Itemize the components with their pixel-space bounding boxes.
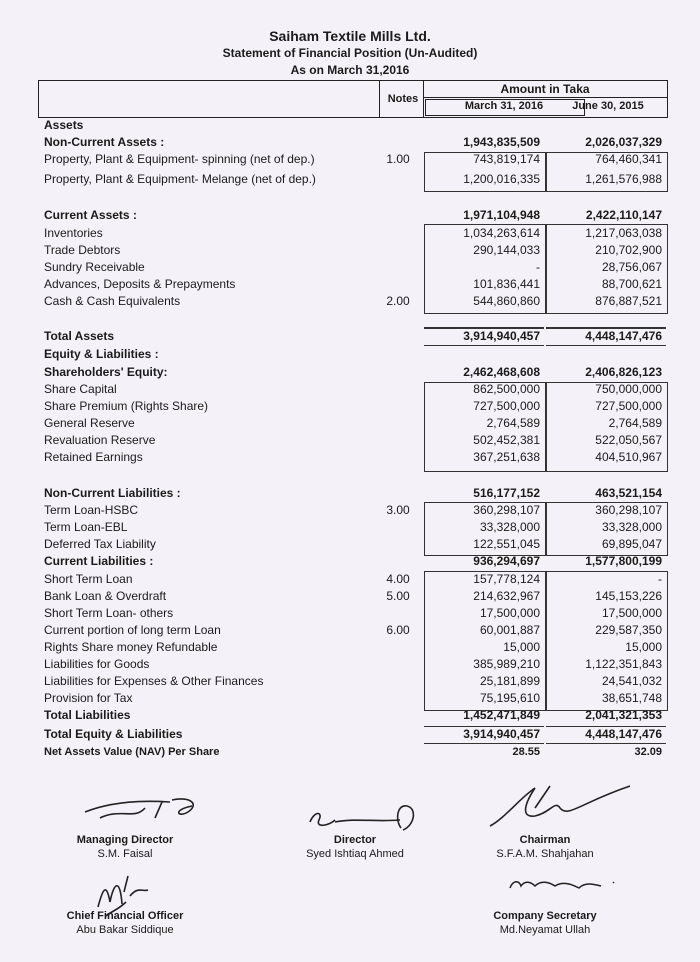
row-label: Revaluation Reserve xyxy=(44,433,156,447)
notes-header: Notes xyxy=(387,93,419,105)
table-row xyxy=(0,486,700,503)
row-value-march-2016: 75,195,610 xyxy=(479,691,540,705)
row-label: Deferred Tax Liability xyxy=(44,537,156,551)
row-label: Total Equity & Liabilities xyxy=(44,727,183,741)
row-note: 4.00 xyxy=(386,572,410,586)
table-header xyxy=(38,80,668,118)
row-value-march-2016: 28.55 xyxy=(512,746,540,758)
box-ca-c2 xyxy=(546,224,668,314)
row-label: Shareholders' Equity: xyxy=(44,365,168,379)
table-row xyxy=(0,135,700,152)
table-row xyxy=(0,746,700,763)
row-value-march-2016: 25,181,899 xyxy=(479,674,540,688)
row-label: Short Term Loan- others xyxy=(44,606,174,620)
chairman-signature xyxy=(480,778,640,833)
cfo-title: Chief Financial Officer xyxy=(66,910,184,922)
company-name: Saiham Textile Mills Ltd. xyxy=(269,28,431,44)
row-value-march-2016: 502,452,381 xyxy=(473,433,540,447)
row-value-march-2016: 1,943,835,509 xyxy=(463,135,540,149)
box-eq-c1 xyxy=(424,382,546,472)
box-cl-c1 xyxy=(424,571,546,711)
row-value-june-2015: 28,756,067 xyxy=(601,260,662,274)
row-label: Liabilities for Expenses & Other Finances xyxy=(44,674,264,688)
row-label: Equity & Liabilities : xyxy=(44,347,159,361)
row-label: Assets xyxy=(44,118,84,132)
row-value-march-2016: 101,836,441 xyxy=(473,277,540,291)
md-title: Managing Director xyxy=(76,834,174,846)
row-value-march-2016: - xyxy=(536,260,540,274)
row-label: Property, Plant & Equipment- spinning (net of dep.) xyxy=(44,152,315,166)
table-row xyxy=(0,347,700,364)
row-value-june-2015: 2,764,589 xyxy=(608,416,662,430)
row-value-june-2015: - xyxy=(658,572,662,586)
row-note: 2.00 xyxy=(386,294,410,308)
table-row xyxy=(0,118,700,135)
secretary-name: Md.Neyamat Ullah xyxy=(499,924,591,936)
box-cl-c2 xyxy=(546,571,668,711)
row-value-june-2015: 2,041,321,353 xyxy=(585,708,662,722)
row-value-june-2015: 522,050,567 xyxy=(595,433,662,447)
row-label: Share Premium (Rights Share) xyxy=(44,399,209,413)
row-label: Inventories xyxy=(44,226,103,240)
chairman-title: Chairman xyxy=(519,834,571,846)
row-label: Term Loan-EBL xyxy=(44,520,128,534)
box-nca-c2 xyxy=(546,152,668,192)
row-value-march-2016: 3,914,940,457 xyxy=(463,329,540,343)
row-label: Liabilities for Goods xyxy=(44,657,150,671)
box-nca-c1 xyxy=(424,152,546,192)
director-title: Director xyxy=(333,834,377,846)
box-ncl-c1 xyxy=(424,502,546,556)
row-value-march-2016: 290,144,033 xyxy=(473,243,540,257)
row-note: 6.00 xyxy=(386,623,410,637)
row-value-march-2016: 516,177,152 xyxy=(473,486,540,500)
row-value-march-2016: 3,914,940,457 xyxy=(463,727,540,741)
row-value-june-2015: 17,500,000 xyxy=(601,606,662,620)
row-value-march-2016: 1,452,471,849 xyxy=(463,708,540,722)
row-label: Advances, Deposits & Prepayments xyxy=(44,277,236,291)
statement-title: Statement of Financial Position (Un-Audited) xyxy=(222,46,478,60)
table-row xyxy=(0,365,700,382)
row-value-june-2015: 32.09 xyxy=(634,746,662,758)
row-label: Rights Share money Refundable xyxy=(44,640,218,654)
row-label: General Reserve xyxy=(44,416,135,430)
row-label: Trade Debtors xyxy=(44,243,121,257)
secretary-title: Company Secretary xyxy=(493,910,597,922)
row-value-june-2015: 33,328,000 xyxy=(601,520,662,534)
cfo-name: Abu Bakar Siddique xyxy=(76,924,174,936)
row-value-june-2015: 1,261,576,988 xyxy=(585,172,662,186)
row-value-june-2015: 4,448,147,476 xyxy=(585,329,662,343)
row-label: Property, Plant & Equipment- Melange (net of dep.) xyxy=(44,172,316,186)
row-label: Current Assets : xyxy=(44,208,137,222)
row-label: Provision for Tax xyxy=(44,691,133,705)
row-value-june-2015: 4,448,147,476 xyxy=(585,727,662,741)
row-value-june-2015: 88,700,621 xyxy=(601,277,662,291)
row-label: Sundry Receivable xyxy=(44,260,145,274)
row-value-march-2016: 743,819,174 xyxy=(473,152,540,166)
row-value-march-2016: 122,551,045 xyxy=(473,537,540,551)
row-value-june-2015: 229,587,350 xyxy=(595,623,662,637)
row-label: Non-Current Liabilities : xyxy=(44,486,181,500)
row-value-march-2016: 385,989,210 xyxy=(473,657,540,671)
row-value-june-2015: 463,521,154 xyxy=(595,486,662,500)
row-label: Total Assets xyxy=(44,329,115,343)
row-label: Bank Loan & Overdraft xyxy=(44,589,167,603)
row-note: 5.00 xyxy=(386,589,410,603)
chairman-name: S.F.A.M. Shahjahan xyxy=(496,848,594,860)
col-header-june-2015: June 30, 2015 xyxy=(572,100,644,112)
director-name: Syed Ishtiaq Ahmed xyxy=(306,848,404,860)
row-value-march-2016: 1,034,263,614 xyxy=(463,226,540,240)
row-value-march-2016: 1,971,104,948 xyxy=(463,208,540,222)
row-value-june-2015: 764,460,341 xyxy=(595,152,662,166)
row-value-june-2015: 24,541,032 xyxy=(601,674,662,688)
row-value-june-2015: 876,887,521 xyxy=(595,294,662,308)
row-value-june-2015: 210,702,900 xyxy=(595,243,662,257)
row-value-june-2015: 750,000,000 xyxy=(595,382,662,396)
table-row xyxy=(0,208,700,225)
row-value-march-2016: 214,632,967 xyxy=(473,589,540,603)
md-name: S.M. Faisal xyxy=(97,848,153,860)
secretary-signature xyxy=(505,872,625,896)
row-label: Term Loan-HSBC xyxy=(44,503,139,517)
row-value-march-2016: 1,200,016,335 xyxy=(463,172,540,186)
row-value-june-2015: 404,510,967 xyxy=(595,450,662,464)
row-note: 3.00 xyxy=(386,503,410,517)
row-value-june-2015: 2,406,826,123 xyxy=(585,365,662,379)
row-value-march-2016: 60,001,887 xyxy=(479,623,540,637)
row-value-march-2016: 727,500,000 xyxy=(473,399,540,413)
row-label: Net Assets Value (NAV) Per Share xyxy=(44,746,220,758)
row-value-june-2015: 2,422,110,147 xyxy=(585,208,662,222)
box-ca-c1 xyxy=(424,224,546,314)
row-label: Short Term Loan xyxy=(44,572,133,586)
row-value-march-2016: 367,251,638 xyxy=(473,450,540,464)
box-ncl-c2 xyxy=(546,502,668,556)
row-value-march-2016: 2,462,468,608 xyxy=(463,365,540,379)
row-value-march-2016: 15,000 xyxy=(503,640,540,654)
row-value-june-2015: 38,651,748 xyxy=(601,691,662,705)
row-label: Retained Earnings xyxy=(44,450,143,464)
md-signature xyxy=(80,790,220,830)
row-value-june-2015: 69,895,047 xyxy=(601,537,662,551)
row-value-march-2016: 157,778,124 xyxy=(473,572,540,586)
row-label: Total Liabilities xyxy=(44,708,131,722)
row-label: Current portion of long term Loan xyxy=(44,623,221,637)
row-label: Non-Current Assets : xyxy=(44,135,165,149)
row-value-june-2015: 1,577,800,199 xyxy=(585,554,662,568)
row-value-march-2016: 360,298,107 xyxy=(473,503,540,517)
row-label: Share Capital xyxy=(44,382,117,396)
row-value-march-2016: 33,328,000 xyxy=(479,520,540,534)
row-value-june-2015: 1,217,063,038 xyxy=(585,226,662,240)
table-row xyxy=(0,554,700,571)
row-value-june-2015: 2,026,037,329 xyxy=(585,135,662,149)
row-value-march-2016: 862,500,000 xyxy=(473,382,540,396)
row-value-march-2016: 17,500,000 xyxy=(479,606,540,620)
amount-header: Amount in Taka xyxy=(500,82,590,96)
row-value-june-2015: 727,500,000 xyxy=(595,399,662,413)
col-header-march-2016: March 31, 2016 xyxy=(464,100,544,112)
row-value-march-2016: 936,294,697 xyxy=(473,554,540,568)
row-label: Cash & Cash Equivalents xyxy=(44,294,181,308)
box-eq-c2 xyxy=(546,382,668,472)
statement-date: As on March 31,2016 xyxy=(290,63,410,77)
row-value-march-2016: 2,764,589 xyxy=(486,416,540,430)
row-value-june-2015: 145,153,226 xyxy=(595,589,662,603)
row-value-june-2015: 360,298,107 xyxy=(595,503,662,517)
row-note: 1.00 xyxy=(386,152,410,166)
row-value-march-2016: 544,860,860 xyxy=(473,294,540,308)
row-value-june-2015: 15,000 xyxy=(625,640,662,654)
row-value-june-2015: 1,122,351,843 xyxy=(585,657,662,671)
row-label: Current Liabilities : xyxy=(44,554,154,568)
